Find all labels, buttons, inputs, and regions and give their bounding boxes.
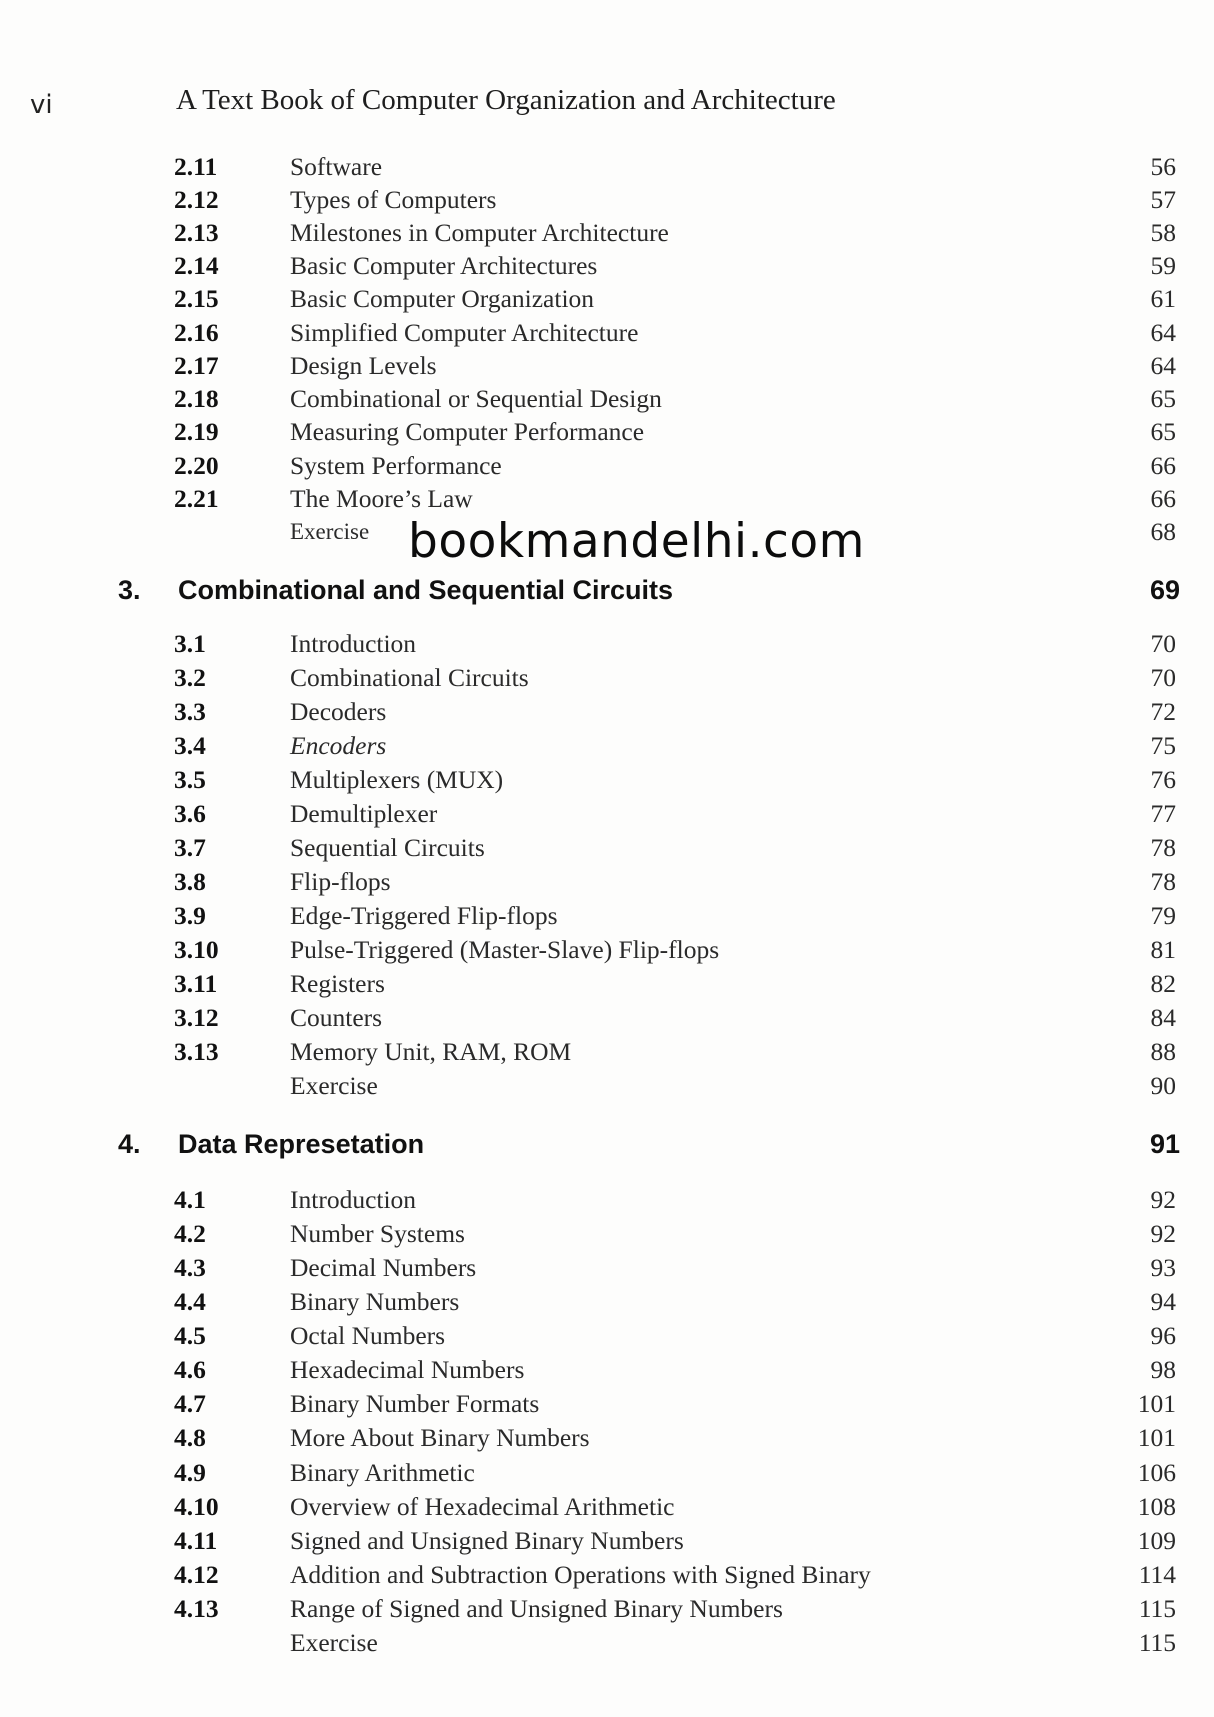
entry-page: 65 xyxy=(1150,417,1176,446)
entry-title: Memory Unit, RAM, ROM xyxy=(290,1037,572,1066)
entry-title: Combinational Circuits xyxy=(290,663,529,692)
toc-entry-exercise xyxy=(0,1626,1214,1660)
toc-entry xyxy=(0,1183,1214,1217)
entry-page: 72 xyxy=(1150,697,1176,726)
entry-title: Pulse-Triggered (Master-Slave) Flip-flops xyxy=(290,935,720,964)
entry-page: 58 xyxy=(1150,218,1176,247)
toc-entry xyxy=(0,1592,1214,1626)
toc-entry xyxy=(0,729,1214,763)
entry-number: 3.7 xyxy=(174,833,206,862)
entry-title: The Moore’s Law xyxy=(290,484,473,513)
entry-number: 3.3 xyxy=(174,697,206,726)
entry-page: 81 xyxy=(1150,935,1176,964)
watermark-text: bookmandelhi.com xyxy=(408,514,865,569)
toc-entry xyxy=(0,1217,1214,1251)
toc-entry xyxy=(0,316,1214,350)
entry-number: 2.14 xyxy=(174,251,219,280)
entry-page: 65 xyxy=(1150,384,1176,413)
entry-number: 3.5 xyxy=(174,765,206,794)
entry-title: Combinational or Sequential Design xyxy=(290,384,662,413)
entry-number: 2.18 xyxy=(174,384,219,413)
toc-entry xyxy=(0,763,1214,797)
entry-page: 92 xyxy=(1150,1185,1176,1214)
entry-number: 4.4 xyxy=(174,1287,206,1316)
toc-entry xyxy=(0,1035,1214,1069)
entry-title: Multiplexers (MUX) xyxy=(290,765,504,794)
chapter-page: 91 xyxy=(1149,1129,1180,1159)
entry-title: Encoders xyxy=(290,731,387,760)
entry-page: 77 xyxy=(1150,799,1176,828)
entry-page: 59 xyxy=(1150,251,1176,280)
toc-entry xyxy=(0,282,1214,316)
toc-entry xyxy=(0,1558,1214,1592)
chapter-title: Combinational and Sequential Circuits xyxy=(178,575,674,605)
entry-page: 92 xyxy=(1150,1219,1176,1248)
entry-title: Measuring Computer Performance xyxy=(290,417,645,446)
chapter-page: 69 xyxy=(1149,575,1180,605)
entry-number: 3.6 xyxy=(174,799,206,828)
entry-page: 108 xyxy=(1137,1492,1176,1521)
entry-title: Signed and Unsigned Binary Numbers xyxy=(290,1526,684,1555)
toc-entry xyxy=(0,449,1214,483)
entry-title: System Performance xyxy=(290,451,502,480)
entry-number: 2.11 xyxy=(174,152,218,181)
toc-entry xyxy=(0,1001,1214,1035)
toc-entry xyxy=(0,349,1214,383)
entry-page: 78 xyxy=(1150,833,1176,862)
entry-title: Basic Computer Organization xyxy=(290,284,595,313)
entry-title: Binary Arithmetic xyxy=(290,1458,475,1487)
entry-page: 101 xyxy=(1137,1423,1176,1452)
entry-title: Decimal Numbers xyxy=(290,1253,477,1282)
entry-page: 106 xyxy=(1137,1458,1176,1487)
toc-entry xyxy=(0,695,1214,729)
toc-entry xyxy=(0,797,1214,831)
entry-page: 66 xyxy=(1150,451,1176,480)
toc-entry xyxy=(0,482,1214,516)
entry-title: Demultiplexer xyxy=(290,799,438,828)
toc-entry xyxy=(0,661,1214,695)
chapter-number: 4. xyxy=(118,1129,141,1159)
toc-entry xyxy=(0,1251,1214,1285)
entry-page: 93 xyxy=(1150,1253,1176,1282)
entry-title: Addition and Subtraction Operations with Signed Binary xyxy=(290,1560,871,1589)
entry-number: 3.2 xyxy=(174,663,206,692)
toc-entry xyxy=(0,1490,1214,1524)
entry-title: Decoders xyxy=(290,697,387,726)
entry-title: Exercise xyxy=(290,519,370,544)
entry-number: 4.10 xyxy=(174,1492,219,1521)
entry-title: Software xyxy=(290,152,383,181)
toc-entry xyxy=(0,183,1214,217)
entry-page: 78 xyxy=(1150,867,1176,896)
entry-title: Registers xyxy=(290,969,385,998)
toc-entry xyxy=(0,967,1214,1001)
entry-page: 94 xyxy=(1150,1287,1176,1316)
entry-number: 4.8 xyxy=(174,1423,206,1452)
toc-entry xyxy=(0,216,1214,250)
entry-page: 101 xyxy=(1137,1389,1176,1418)
toc-entry xyxy=(0,1285,1214,1319)
running-head: A Text Book of Computer Organization and Architecture xyxy=(176,84,836,116)
toc-entry xyxy=(0,627,1214,661)
entry-number: 4.1 xyxy=(174,1185,206,1214)
toc-entry xyxy=(0,1421,1214,1455)
toc-entry xyxy=(0,382,1214,416)
entry-title: Overview of Hexadecimal Arithmetic xyxy=(290,1492,675,1521)
entry-number: 3.11 xyxy=(174,969,218,998)
chapter-title: Data Represetation xyxy=(178,1129,425,1159)
entry-number: 2.13 xyxy=(174,218,219,247)
entry-number: 3.8 xyxy=(174,867,206,896)
entry-page: 75 xyxy=(1150,731,1176,760)
entry-number: 2.19 xyxy=(174,417,219,446)
entry-number: 2.21 xyxy=(174,484,219,513)
entry-title: Introduction xyxy=(290,629,417,658)
entry-number: 4.2 xyxy=(174,1219,206,1248)
entry-page: 82 xyxy=(1150,969,1176,998)
entry-number: 4.9 xyxy=(174,1458,206,1487)
toc-entry xyxy=(0,1387,1214,1421)
entry-page: 64 xyxy=(1150,351,1176,380)
entry-number: 4.12 xyxy=(174,1560,219,1589)
entry-title: Edge-Triggered Flip-flops xyxy=(290,901,558,930)
toc-entry xyxy=(0,249,1214,283)
entry-title: Exercise xyxy=(290,1628,378,1657)
entry-page: 109 xyxy=(1137,1526,1176,1555)
entry-number: 3.12 xyxy=(174,1003,219,1032)
chapter-number: 3. xyxy=(118,575,141,605)
entry-number: 3.4 xyxy=(174,731,206,760)
entry-page: 76 xyxy=(1150,765,1176,794)
toc-entry xyxy=(0,1353,1214,1387)
entry-title: Counters xyxy=(290,1003,383,1032)
entry-page: 79 xyxy=(1150,901,1176,930)
entry-page: 96 xyxy=(1150,1321,1176,1350)
toc-entry xyxy=(0,831,1214,865)
toc-entry-exercise xyxy=(0,1069,1214,1103)
toc-entry xyxy=(0,1524,1214,1558)
entry-number: 3.1 xyxy=(174,629,206,658)
toc-entry xyxy=(0,899,1214,933)
page-number: vi xyxy=(30,90,53,120)
entry-number: 4.7 xyxy=(174,1389,206,1418)
entry-page: 70 xyxy=(1150,663,1176,692)
entry-number: 4.5 xyxy=(174,1321,206,1350)
entry-number: 4.13 xyxy=(174,1594,219,1623)
entry-title: More About Binary Numbers xyxy=(290,1423,590,1452)
entry-title: Milestones in Computer Architecture xyxy=(290,218,669,247)
entry-title: Exercise xyxy=(290,1071,378,1100)
toc-entry xyxy=(0,415,1214,449)
entry-page: 98 xyxy=(1150,1355,1176,1384)
entry-title: Design Levels xyxy=(290,351,437,380)
toc-entry xyxy=(0,865,1214,899)
entry-page: 68 xyxy=(1150,517,1176,546)
entry-page: 115 xyxy=(1138,1628,1176,1657)
entry-title: Types of Computers xyxy=(290,185,497,214)
chapter-heading xyxy=(0,1124,1214,1164)
entry-number: 4.3 xyxy=(174,1253,206,1282)
entry-page: 56 xyxy=(1150,152,1176,181)
entry-page: 115 xyxy=(1138,1594,1176,1623)
entry-page: 57 xyxy=(1150,185,1176,214)
entry-title: Octal Numbers xyxy=(290,1321,446,1350)
entry-title: Sequential Circuits xyxy=(290,833,485,862)
entry-page: 90 xyxy=(1150,1071,1176,1100)
entry-title: Flip-flops xyxy=(290,867,391,896)
entry-number: 2.17 xyxy=(174,351,219,380)
entry-page: 61 xyxy=(1150,284,1176,313)
entry-page: 114 xyxy=(1138,1560,1176,1589)
entry-title: Binary Number Formats xyxy=(290,1389,540,1418)
entry-title: Range of Signed and Unsigned Binary Numbers xyxy=(290,1594,783,1623)
entry-title: Introduction xyxy=(290,1185,417,1214)
entry-title: Hexadecimal Numbers xyxy=(290,1355,525,1384)
entry-number: 3.13 xyxy=(174,1037,219,1066)
toc-entry xyxy=(0,1319,1214,1353)
entry-number: 2.16 xyxy=(174,318,219,347)
entry-number: 4.6 xyxy=(174,1355,206,1384)
entry-number: 2.20 xyxy=(174,451,219,480)
entry-number: 2.15 xyxy=(174,284,219,313)
entry-page: 64 xyxy=(1150,318,1176,347)
entry-title: Number Systems xyxy=(290,1219,465,1248)
entry-title: Simplified Computer Architecture xyxy=(290,318,639,347)
entry-page: 84 xyxy=(1150,1003,1176,1032)
toc-entry xyxy=(0,1456,1214,1490)
entry-page: 66 xyxy=(1150,484,1176,513)
entry-title: Binary Numbers xyxy=(290,1287,460,1316)
entry-title: Basic Computer Architectures xyxy=(290,251,598,280)
entry-page: 88 xyxy=(1150,1037,1176,1066)
entry-number: 3.9 xyxy=(174,901,206,930)
chapter-heading xyxy=(0,570,1214,610)
entry-page: 70 xyxy=(1150,629,1176,658)
toc-entry xyxy=(0,150,1214,184)
toc-entry xyxy=(0,933,1214,967)
entry-number: 4.11 xyxy=(174,1526,218,1555)
entry-number: 3.10 xyxy=(174,935,219,964)
entry-number: 2.12 xyxy=(174,185,219,214)
